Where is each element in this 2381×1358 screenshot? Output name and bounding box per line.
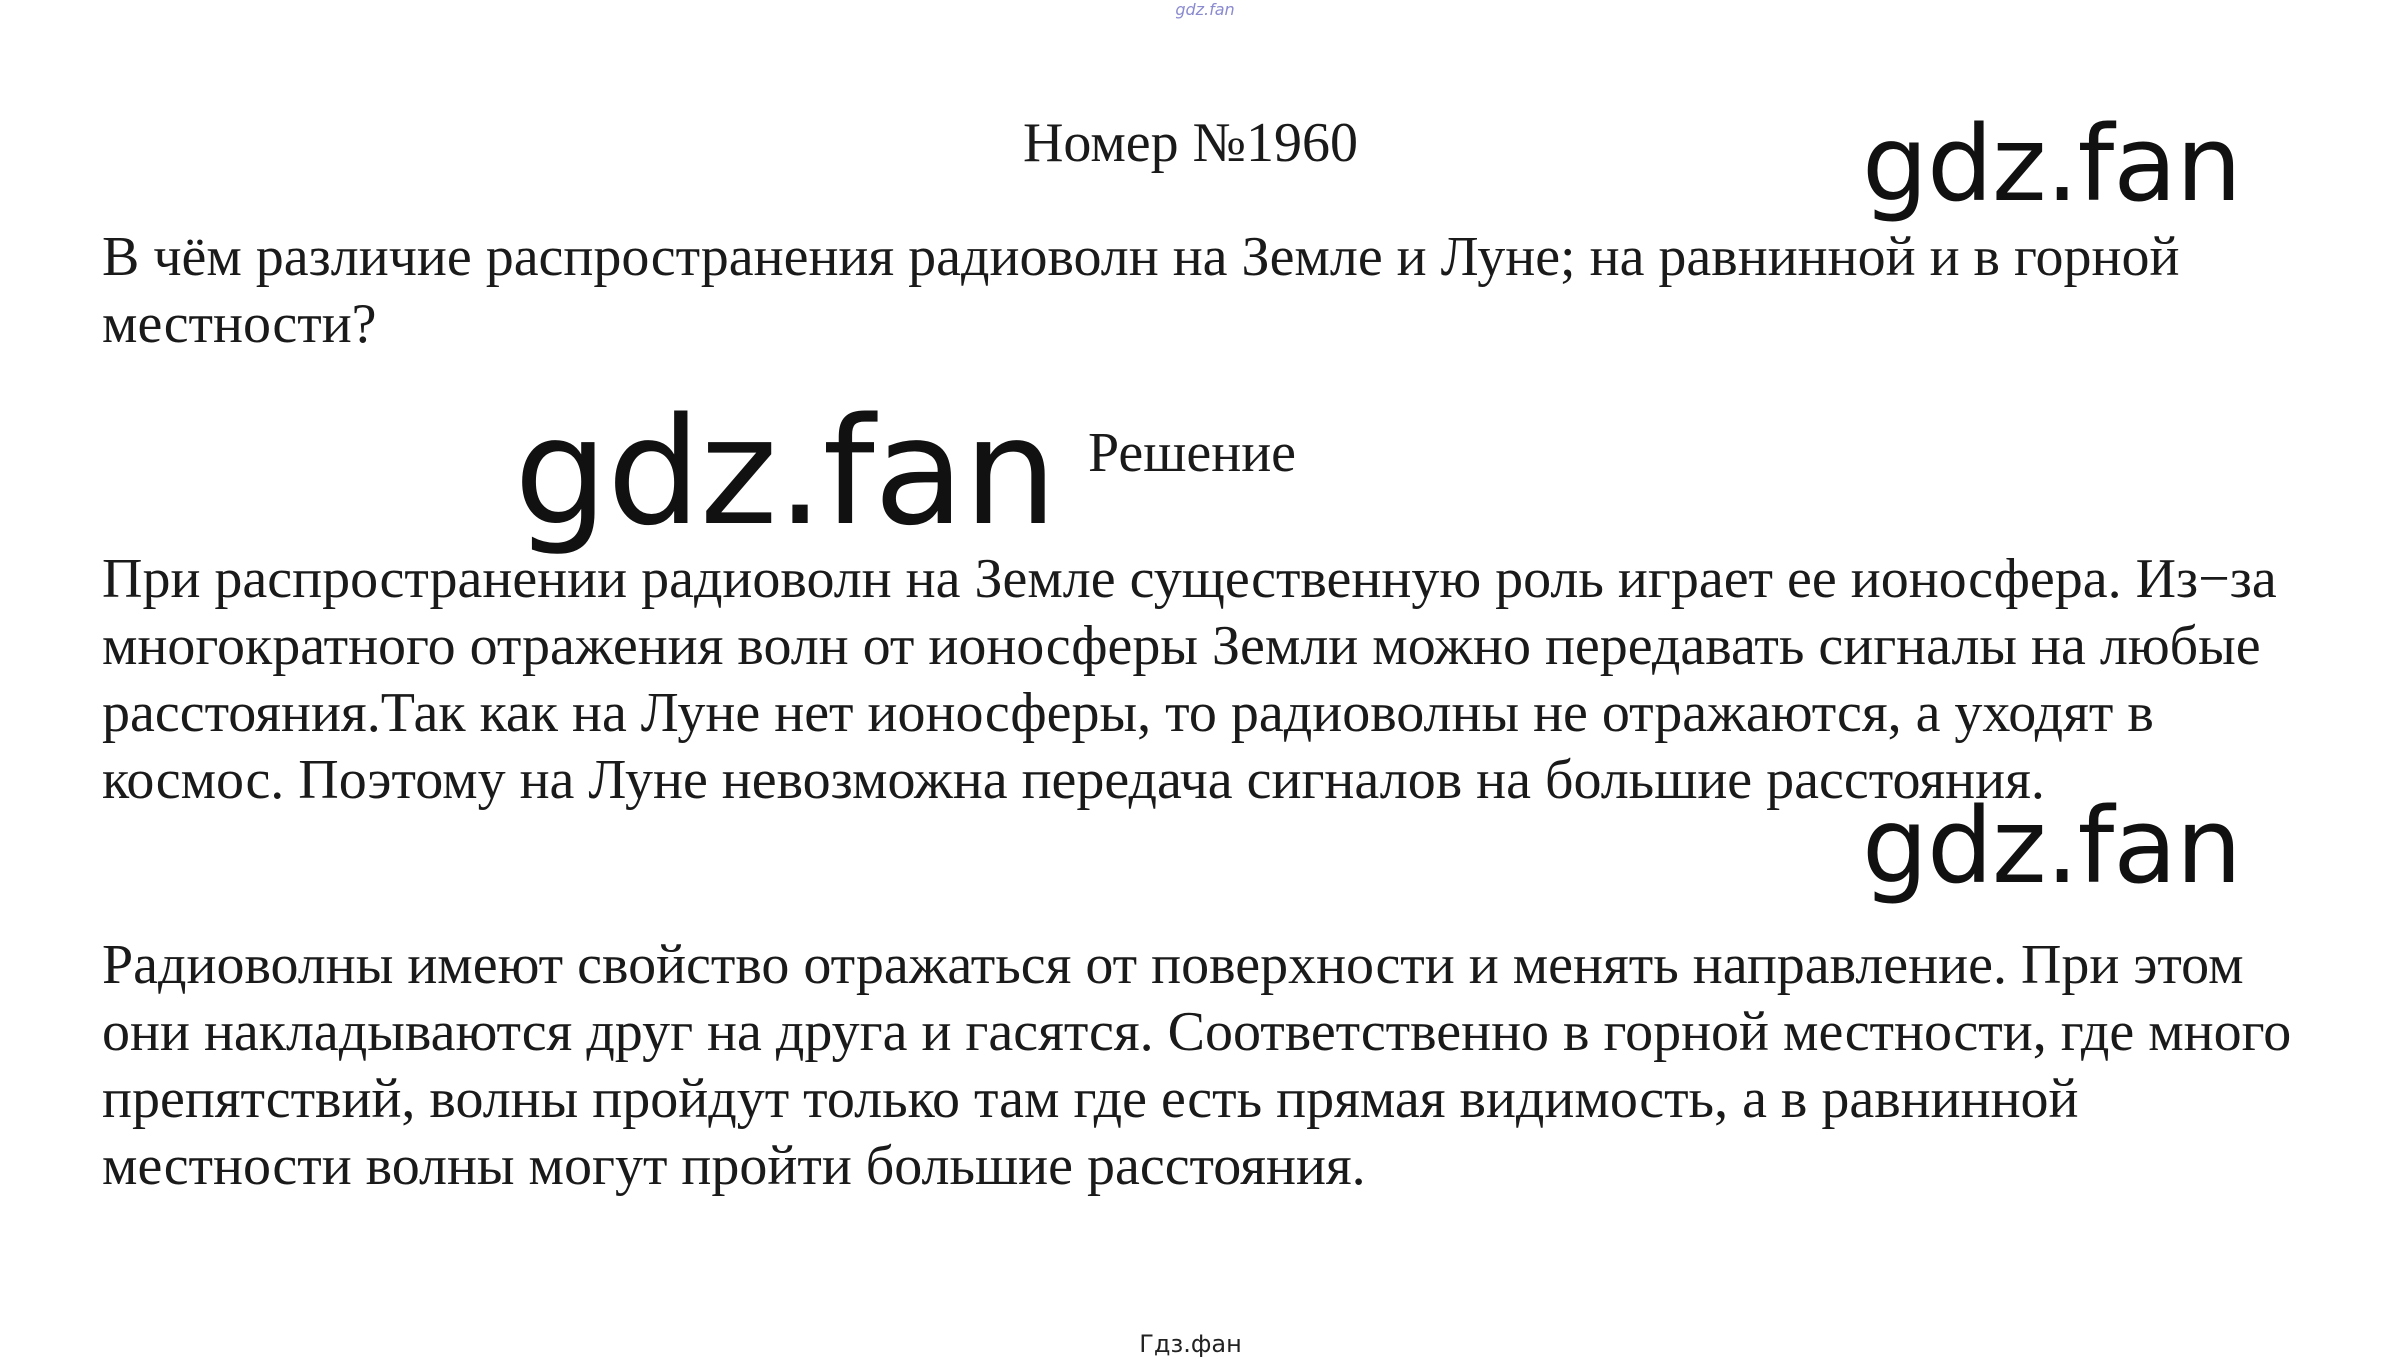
watermark-right: gdz.fan	[1862, 785, 2241, 907]
watermark-top-right: gdz.fan	[1862, 103, 2241, 225]
question-text: В чём различие распространения радиоволн на Земле и Луне; на равнинной и в горной местности?	[102, 226, 2180, 355]
footer-site-mark: Гдз.фан	[1139, 1330, 1242, 1358]
watermark-middle: gdz.fan	[514, 386, 1057, 558]
page-title: Номер №1960	[1022, 112, 1359, 174]
site-mark-top: gdz.fan	[1175, 0, 1235, 19]
solution-paragraph-2: Радиоволны имеют свойство отражаться от поверхности и менять направление. При этом они накладываются друг на друга и гасятся. Соответственно в горной местности, где много препятствий, волны пройдут только там где есть прямая видимость, а в равнинной местности волны могут пройти большие расстояния.	[102, 934, 2292, 1197]
solution-heading: Решение	[1088, 422, 1297, 484]
solution-paragraph-1: При распространении радиоволн на Земле существенную роль играет ее ионосфера. Из−за многократного отражения волн от ионосферы Земли можно передавать сигналы на любые расстояния.Так как на Луне нет ионосферы, то радиоволны не отражаются, а уходят в космос. Поэтому на Луне невозможна передача сигналов на большие расстояния.	[102, 548, 2277, 811]
